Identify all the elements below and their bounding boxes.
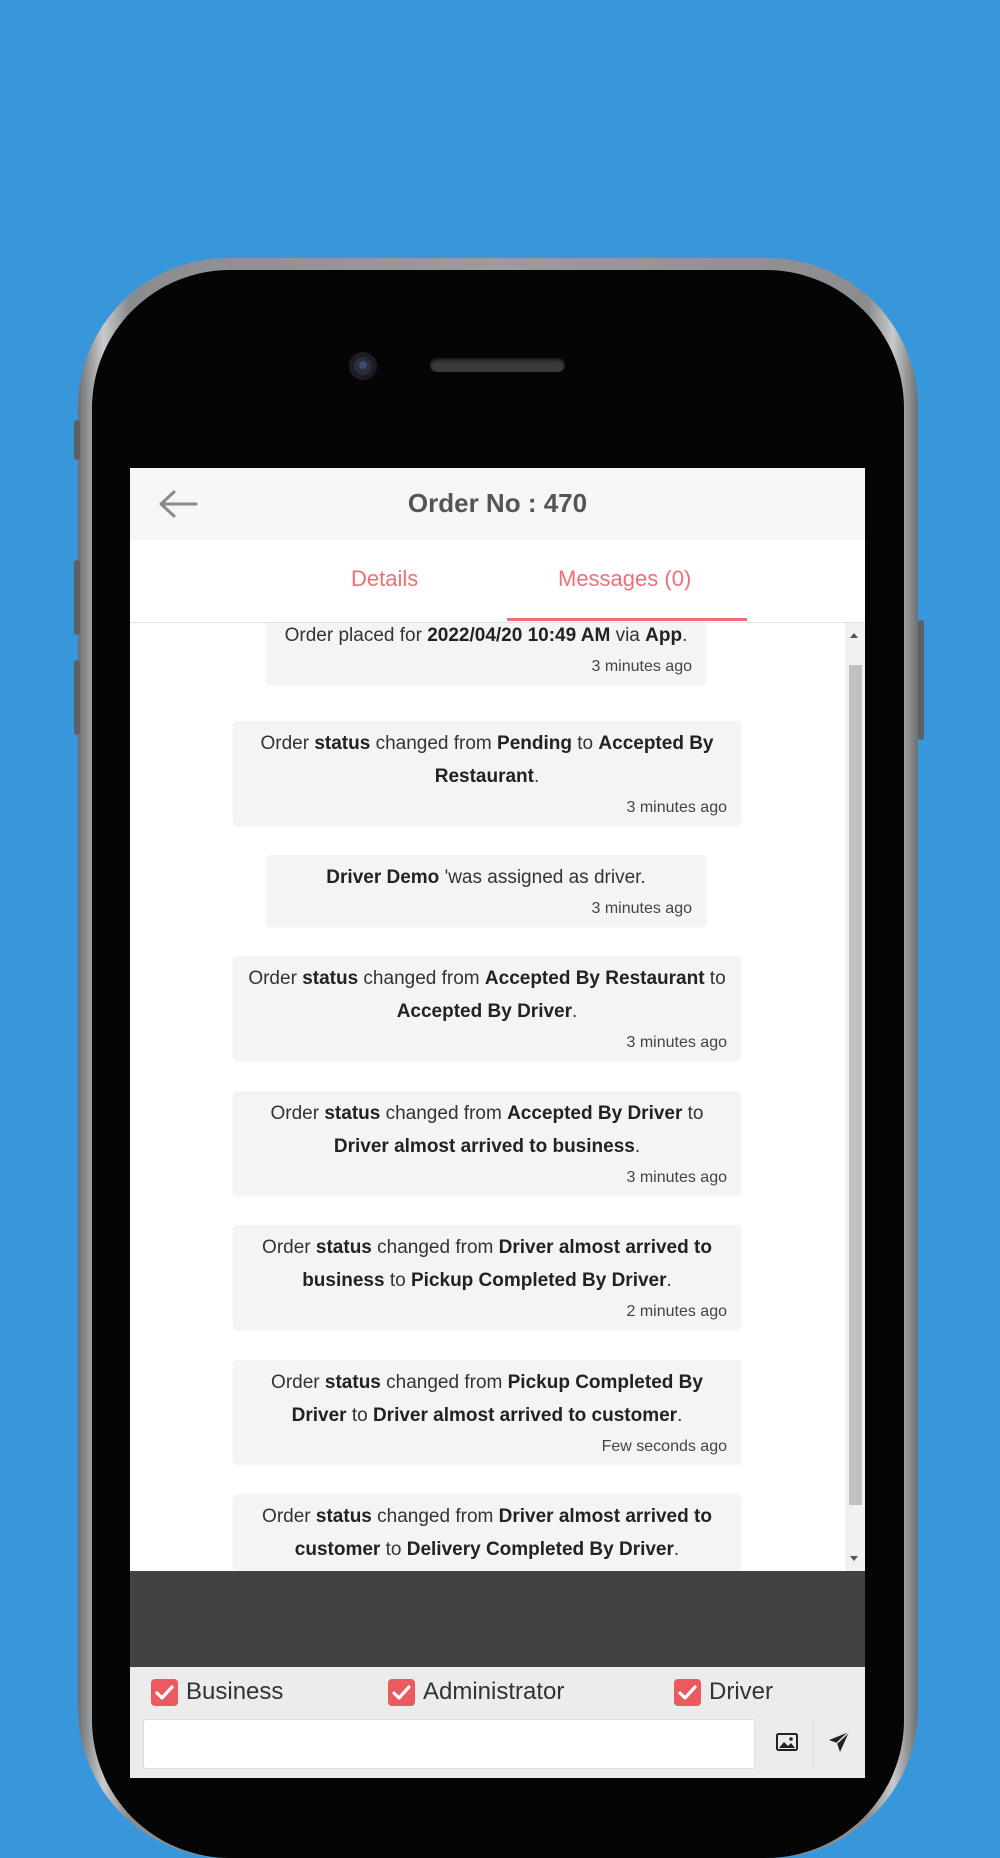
message-text-part: . xyxy=(634,1136,641,1157)
recipient-administrator-checkbox[interactable] xyxy=(388,1678,564,1706)
page-title: Order No : 470 xyxy=(407,488,588,518)
recipient-label: Driver xyxy=(709,1678,773,1705)
message-text-bold: Driver almost arrived to business xyxy=(333,1136,635,1157)
message-text xyxy=(247,1500,727,1566)
message-text-part: Order xyxy=(271,1372,325,1393)
message-bubble xyxy=(233,1225,741,1329)
message-text-bold: status xyxy=(302,968,359,989)
message-text-part: to xyxy=(572,733,599,754)
message-text-bold: Pickup Completed By Driver xyxy=(410,1270,667,1291)
message-text xyxy=(247,1231,727,1297)
earpiece-speaker xyxy=(430,358,565,372)
recipient-business-checkbox[interactable] xyxy=(151,1678,283,1706)
message-text-part: to xyxy=(384,1270,411,1291)
message-text-part: changed from xyxy=(371,1237,499,1258)
message-bubble xyxy=(233,721,741,825)
phone-side-button xyxy=(74,420,80,460)
message-text-part: changed from xyxy=(371,1506,499,1527)
message-text-bold: Driver almost arrived to business xyxy=(302,1237,712,1291)
message-text-bold: Driver almost arrived to customer xyxy=(372,1405,678,1426)
message-text-bold: Pickup Completed By Driver xyxy=(291,1372,703,1426)
message-text-part: changed from xyxy=(380,1372,508,1393)
message-text-part: . xyxy=(677,1405,683,1426)
message-timestamp: 3 minutes ago xyxy=(626,1034,727,1051)
message-text-bold: status xyxy=(324,1372,381,1393)
message-text-part: Order xyxy=(270,1103,325,1124)
message-text-part: changed from xyxy=(370,733,498,754)
keyboard-spacer xyxy=(130,1571,865,1667)
message-text-part: . xyxy=(666,1270,672,1291)
checkmark-icon xyxy=(151,1679,178,1706)
message-timestamp: 3 minutes ago xyxy=(591,900,692,917)
message-text-part: to xyxy=(346,1405,373,1426)
message-text-bold: status xyxy=(324,1103,381,1124)
message-bubble xyxy=(233,1091,741,1195)
message-text-part: Order xyxy=(260,733,315,754)
send-icon xyxy=(828,1731,850,1758)
tab-bar xyxy=(130,540,865,623)
recipient-label: Business xyxy=(186,1678,284,1705)
app-screen xyxy=(130,468,865,1778)
message-text-part: . xyxy=(533,766,540,787)
message-text-part: via xyxy=(610,625,646,646)
message-bubble xyxy=(233,1360,741,1464)
message-text xyxy=(280,861,692,894)
phone-volume-up xyxy=(74,560,80,635)
message-timestamp: Few seconds ago xyxy=(601,1438,727,1455)
message-text-bold: Accepted By Driver xyxy=(396,1001,572,1022)
attach-image-button[interactable] xyxy=(762,1719,812,1769)
recipient-driver-checkbox[interactable] xyxy=(674,1678,773,1706)
scrollbar[interactable] xyxy=(845,623,865,1571)
scroll-thumb[interactable] xyxy=(849,665,862,1505)
message-timestamp: 2 minutes ago xyxy=(626,1303,727,1320)
message-text-part: changed from xyxy=(358,968,485,989)
front-camera xyxy=(349,352,377,380)
message-text-part: Order placed for xyxy=(284,625,428,646)
message-text xyxy=(247,962,727,1028)
message-text-bold: Accepted By Restaurant xyxy=(434,733,714,787)
message-text-part: to xyxy=(682,1103,704,1124)
phone-power-button xyxy=(918,620,924,740)
message-text-bold: Driver Demo xyxy=(326,867,440,888)
message-text xyxy=(247,1366,727,1432)
message-timestamp: 3 minutes ago xyxy=(626,1169,727,1186)
message-text xyxy=(247,1097,727,1163)
message-text-bold: Accepted By Driver xyxy=(507,1103,683,1124)
message-text-part: 'was assigned as driver. xyxy=(439,867,646,888)
message-text-bold: Accepted By Restaurant xyxy=(484,968,705,989)
message-text-part: . xyxy=(673,1539,680,1560)
message-text-part: . xyxy=(572,1001,578,1022)
message-text-part: to xyxy=(380,1539,407,1560)
recipient-label: Administrator xyxy=(423,1678,565,1705)
message-text-part: Order xyxy=(248,968,303,989)
message-text-part: Order xyxy=(262,1506,316,1527)
phone-volume-down xyxy=(74,660,80,735)
message-bubble xyxy=(233,1494,741,1570)
checkmark-icon xyxy=(674,1679,701,1706)
message-text xyxy=(247,727,727,793)
message-text xyxy=(280,623,692,652)
message-bubble xyxy=(266,855,706,926)
message-text-bold: 2022/04/20 10:49 AM xyxy=(427,625,611,646)
message-text-part: . xyxy=(682,625,688,646)
message-bubble xyxy=(233,956,741,1060)
message-timestamp: 3 minutes ago xyxy=(591,658,692,675)
message-text-bold: Driver almost arrived to customer xyxy=(294,1506,712,1560)
scroll-down-arrow-icon[interactable] xyxy=(850,1556,858,1561)
active-tab-indicator xyxy=(507,618,747,621)
message-bubble xyxy=(266,623,706,684)
message-text-bold: Delivery Completed By Driver xyxy=(406,1539,674,1560)
message-text-part: changed from xyxy=(380,1103,508,1124)
message-text-bold: status xyxy=(315,1506,372,1527)
message-timestamp: 3 minutes ago xyxy=(626,799,727,816)
image-icon xyxy=(776,1733,798,1756)
message-text-bold: status xyxy=(314,733,371,754)
tab-details[interactable]: Details xyxy=(351,566,419,591)
message-text-part: to xyxy=(704,968,726,989)
message-text-bold: Pending xyxy=(497,733,572,754)
message-text-part: Order xyxy=(262,1237,316,1258)
tab-messages[interactable]: Messages (0) xyxy=(558,566,692,591)
message-input[interactable] xyxy=(143,1719,755,1769)
scroll-up-arrow-icon[interactable] xyxy=(850,633,858,638)
composer-bar xyxy=(130,1667,865,1778)
message-text-bold: App xyxy=(645,625,683,646)
message-text-bold: status xyxy=(315,1237,372,1258)
send-button[interactable] xyxy=(813,1719,864,1769)
message-list-area[interactable] xyxy=(130,623,865,1571)
header-bar xyxy=(130,468,865,540)
checkmark-icon xyxy=(388,1679,415,1706)
